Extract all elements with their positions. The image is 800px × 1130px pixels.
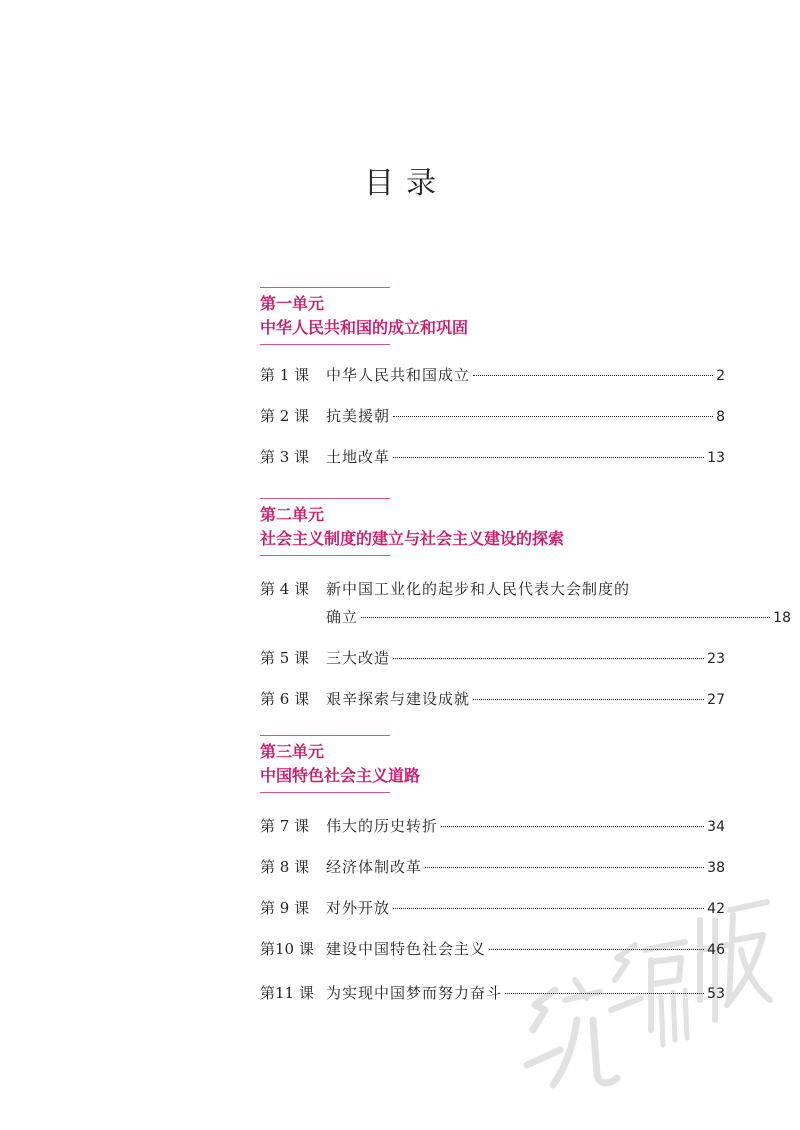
page-number: 13 <box>707 450 725 466</box>
lesson-number: 第 4 课 <box>260 580 310 598</box>
unit-label: 第一单元 <box>260 294 325 313</box>
lesson-number: 第 9 课 <box>260 899 310 917</box>
lesson-number: 第10 课 <box>260 940 314 958</box>
dot-leader <box>393 416 713 417</box>
lesson-entry[interactable] <box>260 688 725 711</box>
lesson-title: 土地改革 <box>326 448 391 466</box>
dot-leader <box>393 658 704 659</box>
lesson-title-continued: 确立 <box>326 608 359 626</box>
lesson-number: 第 2 课 <box>260 407 310 425</box>
unit-heading <box>260 736 725 792</box>
unit-rule-bottom <box>260 555 390 556</box>
unit-name: 中华人民共和国的成立和巩固 <box>260 318 469 337</box>
lesson-number: 第 7 课 <box>260 817 310 835</box>
page-number: 23 <box>707 651 725 667</box>
unit-rule-bottom <box>260 344 390 345</box>
unit-name: 中国特色社会主义道路 <box>260 766 421 785</box>
lesson-title: 对外开放 <box>326 899 391 917</box>
lesson-title: 中华人民共和国成立 <box>326 366 471 384</box>
watermark-logo <box>505 880 775 1110</box>
lesson-entry[interactable] <box>260 405 725 428</box>
lesson-number: 第 3 课 <box>260 448 310 466</box>
lesson-title: 抗美援朝 <box>326 407 391 425</box>
unit-label: 第二单元 <box>260 505 325 524</box>
page-number: 53 <box>707 986 725 1002</box>
page-number: 34 <box>707 819 725 835</box>
lesson-entry[interactable] <box>260 647 725 670</box>
dot-leader <box>425 867 704 868</box>
lesson-title: 伟大的历史转折 <box>326 817 439 835</box>
lesson-title: 建设中国特色社会主义 <box>326 940 487 958</box>
lesson-entry[interactable] <box>260 364 725 387</box>
dot-leader <box>473 699 704 700</box>
unit-heading <box>260 499 725 555</box>
lesson-number: 第 8 课 <box>260 858 310 876</box>
lesson-title: 三大改造 <box>326 649 391 667</box>
lesson-entry[interactable] <box>260 446 725 469</box>
page-title: 目录 <box>364 166 448 201</box>
dot-leader <box>441 826 704 827</box>
unit-heading <box>260 288 725 344</box>
unit-label: 第三单元 <box>260 742 325 761</box>
page-number: 38 <box>707 860 725 876</box>
lesson-title: 为实现中国梦而努力奋斗 <box>326 984 503 1002</box>
lesson-entry[interactable] <box>260 815 725 838</box>
dot-leader <box>473 375 713 376</box>
lesson-title: 经济体制改革 <box>326 858 423 876</box>
lesson-title: 艰辛探索与建设成就 <box>326 690 471 708</box>
unit-1 <box>260 287 725 345</box>
page-number: 42 <box>707 901 725 917</box>
lesson-number: 第11 课 <box>260 984 314 1002</box>
lesson-title: 新中国工业化的起步和人民代表大会制度的 <box>326 580 631 598</box>
page-number: 8 <box>716 409 725 425</box>
unit-2 <box>260 498 725 556</box>
lesson-number: 第 5 课 <box>260 649 310 667</box>
page-number: 2 <box>716 368 725 384</box>
page-number: 46 <box>707 942 725 958</box>
dot-leader <box>361 617 770 618</box>
page-number: 18 <box>773 610 791 626</box>
page-number: 27 <box>707 692 725 708</box>
dot-leader <box>393 457 704 458</box>
unit-name: 社会主义制度的建立与社会主义建设的探索 <box>260 529 565 548</box>
lesson-number: 第 1 课 <box>260 366 310 384</box>
lesson-number: 第 6 课 <box>260 690 310 708</box>
lesson-entry[interactable] <box>260 578 791 629</box>
unit-rule-bottom <box>260 792 390 793</box>
lesson-entry[interactable] <box>260 856 725 879</box>
unit-3 <box>260 735 725 793</box>
